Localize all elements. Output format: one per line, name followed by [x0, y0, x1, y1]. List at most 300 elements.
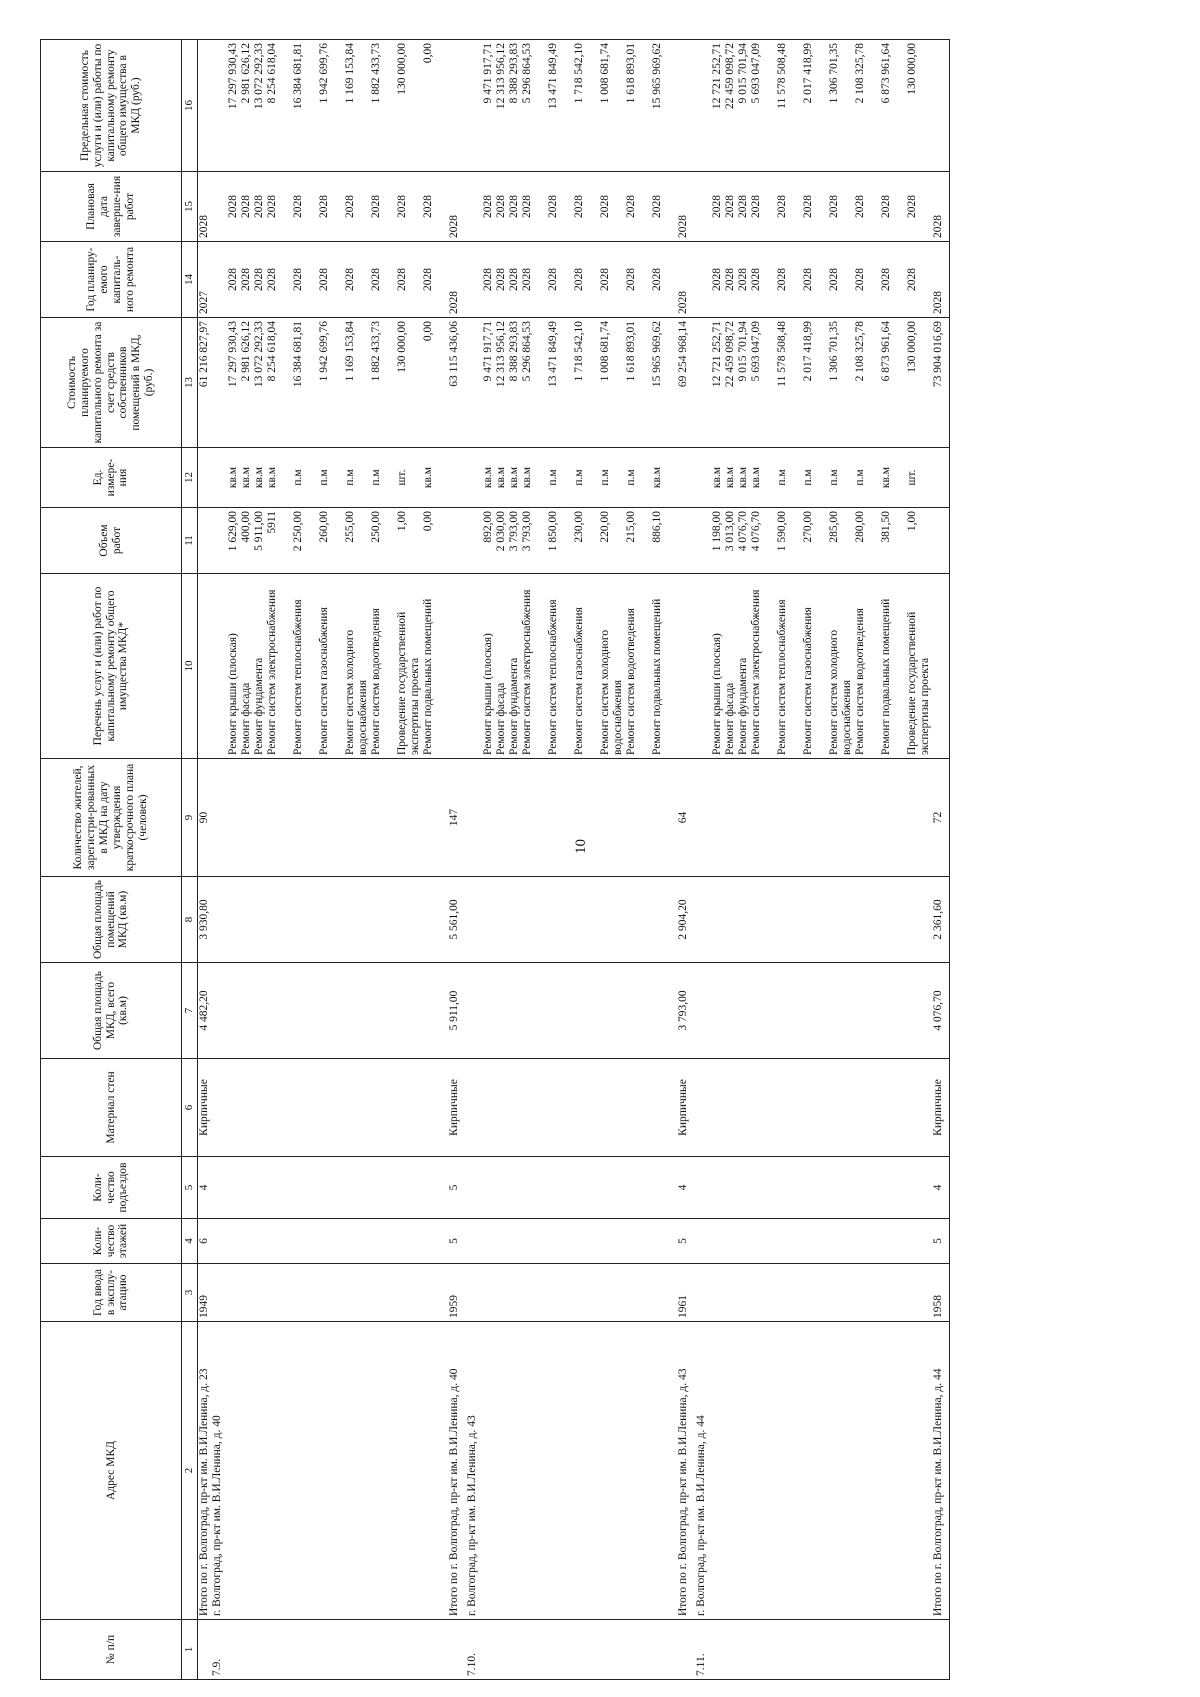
empty-cell	[466, 1059, 677, 1157]
work-volume: 270,00	[801, 511, 814, 543]
column-header: Количество жителей, зарегистри-рованных в МКД на дату утверждения краткосрочного плана (человек)	[41, 759, 182, 877]
work-end-column	[695, 172, 932, 242]
work-cost: 9 471 917,71	[481, 321, 494, 382]
residents: 147	[448, 759, 466, 877]
work-end: 2028	[546, 195, 559, 218]
empty-cell	[695, 877, 932, 963]
work-end: 2028	[291, 195, 304, 218]
column-header: Общая площадь помещений МКД (кв.м)	[41, 877, 182, 963]
work-cost: 11 578 508,48	[775, 321, 788, 387]
work-limit: 15 965 969,62	[650, 43, 663, 110]
work-unit: кв.м	[481, 466, 494, 489]
year-built: 1949	[198, 1264, 211, 1322]
work-year: 2028	[226, 268, 239, 291]
year-built: 1958	[932, 1264, 950, 1322]
entrances: 4	[932, 1157, 950, 1219]
row-number	[677, 1620, 695, 1680]
unit-empty	[932, 448, 950, 508]
work-volume-column	[211, 508, 448, 574]
work-cost: 22 459 098,72	[723, 321, 736, 388]
work-end: 2028	[226, 195, 239, 218]
unit-empty	[448, 448, 466, 508]
work-unit: кв.м	[507, 466, 520, 489]
total-cost: 63 115 436,06	[448, 318, 466, 448]
total-cost: 61 216 827,97	[198, 318, 211, 448]
work-year: 2028	[265, 268, 278, 291]
work-year: 2028	[827, 268, 840, 291]
volume-empty	[677, 508, 695, 574]
work-year: 2028	[572, 268, 585, 291]
work-cost: 130 000,00	[905, 321, 918, 373]
work-year: 2028	[317, 268, 330, 291]
total-cost: 69 254 968,14	[677, 318, 695, 448]
house-row	[211, 40, 448, 1680]
work-limit: 11 578 508,48	[775, 43, 788, 109]
row-number	[198, 1620, 211, 1680]
work-unit: п.м	[801, 469, 814, 486]
total-address: Итого по г. Волгоград, пр-кт им. В.И.Ленина, д. 43	[677, 1322, 695, 1620]
work-limit: 1 718 542,10	[572, 43, 585, 104]
column-index-row	[182, 40, 198, 1680]
work-end: 2028	[481, 195, 494, 218]
work-volume: 260,00	[317, 511, 330, 543]
work-volume: 886,10	[650, 511, 663, 543]
work-volume: 1 198,00	[710, 511, 723, 552]
work-end: 2028	[853, 195, 866, 218]
work-volume: 1 590,00	[775, 511, 788, 552]
house-number: 7.9.	[211, 1620, 448, 1680]
work-end: 2028	[369, 195, 382, 218]
work-cost: 5 693 047,09	[749, 321, 762, 382]
work-name: Ремонт систем теплоснабжения	[775, 599, 788, 755]
work-name: Ремонт систем холодного водоснабжения	[598, 629, 624, 755]
work-name: Ремонт систем электроснабжения	[520, 589, 533, 755]
work-unit: кв.м	[265, 466, 278, 489]
end-year: 2028	[448, 172, 466, 242]
work-limit: 1 306 701,35	[827, 43, 840, 104]
work-year: 2028	[481, 268, 494, 291]
work-end: 2028	[879, 195, 892, 218]
work-unit: кв.м	[736, 466, 749, 489]
work-cost: 1 008 681,74	[598, 321, 611, 382]
empty-cell	[695, 1219, 932, 1264]
floors: 6	[198, 1219, 211, 1264]
work-name: Ремонт фундамента	[252, 657, 265, 755]
empty-cell	[466, 963, 677, 1059]
work-unit: шт.	[395, 469, 408, 486]
plan-year: 2028	[932, 242, 950, 318]
work-year: 2028	[905, 268, 918, 291]
total-row	[677, 40, 695, 1680]
work-limit: 12 721 252,71	[710, 43, 723, 110]
work-limit: 12 313 956,12	[494, 43, 507, 110]
work-cost: 1 882 433,73	[369, 321, 382, 382]
work-limit: 1 008 681,74	[598, 43, 611, 104]
work-unit: п.м	[317, 469, 330, 486]
residents: 90	[198, 759, 211, 877]
work-year: 2028	[343, 268, 356, 291]
work-name: Ремонт подвальных помещений	[650, 598, 663, 755]
empty-cell	[695, 1157, 932, 1219]
work-year: 2028	[291, 268, 304, 291]
work-end: 2028	[905, 195, 918, 218]
work-volume: 230,00	[572, 511, 585, 543]
area-premises: 2 904,20	[677, 877, 695, 963]
work-unit: кв.м	[879, 466, 892, 489]
limit-empty	[932, 40, 950, 172]
work-limit: 2 981 626,12	[239, 43, 252, 104]
house-address: г. Волгоград, пр-кт им. В.И.Ленина, д. 44	[695, 1322, 932, 1620]
work-unit: п.м	[369, 469, 382, 486]
work-volume-column	[466, 508, 677, 574]
work-unit: п.м	[827, 469, 840, 486]
empty-cell	[695, 963, 932, 1059]
limit-empty	[198, 40, 211, 172]
house-address: г. Волгоград, пр-кт им. В.И.Ленина, д. 40	[211, 1322, 448, 1620]
work-name: Проведение государственной экспертизы проекта	[395, 611, 421, 755]
area-total: 4 076,70	[932, 963, 950, 1059]
house-row	[695, 40, 932, 1680]
entrances: 4	[198, 1157, 211, 1219]
work-limit: 5 296 864,53	[520, 43, 533, 104]
column-header: Объем работ	[41, 508, 182, 574]
work-name: Ремонт фундамента	[736, 657, 749, 755]
work-limit: 8 254 618,04	[265, 43, 278, 104]
work-year: 2028	[598, 268, 611, 291]
work-unit: кв.м	[723, 466, 736, 489]
work-volume: 4 076,70	[736, 511, 749, 552]
work-name: Ремонт систем газоснабжения	[572, 607, 585, 755]
work-year: 2028	[252, 268, 265, 291]
work-end: 2028	[252, 195, 265, 218]
house-address: г. Волгоград, пр-кт им. В.И.Ленина, д. 43	[466, 1322, 677, 1620]
work-limit: 22 459 098,72	[723, 43, 736, 110]
work-year: 2028	[421, 268, 434, 291]
floors: 5	[932, 1219, 950, 1264]
work-name: Ремонт систем газоснабжения	[801, 607, 814, 755]
empty-cell	[211, 963, 448, 1059]
limit-empty	[448, 40, 466, 172]
column-number: 7	[182, 963, 198, 1059]
work-name: Ремонт систем холодного водоснабжения	[827, 629, 853, 755]
work-name: Ремонт крыши (плоская)	[226, 633, 239, 755]
work-limit: 2 108 325,78	[853, 43, 866, 104]
volume-empty	[198, 508, 211, 574]
wall-material: Кирпичные	[932, 1059, 950, 1157]
work-unit: п.м	[343, 469, 356, 486]
work-name: Ремонт систем теплоснабжения	[291, 599, 304, 755]
work-cost: 16 384 681,81	[291, 321, 304, 388]
wall-material: Кирпичные	[448, 1059, 466, 1157]
work-volume: 4 076,70	[749, 511, 762, 552]
work-year: 2028	[710, 268, 723, 291]
work-year-column	[695, 242, 932, 318]
work-volume: 3 793,00	[520, 511, 533, 552]
work-limit: 9 471 917,71	[481, 43, 494, 104]
work-unit: кв.м	[749, 466, 762, 489]
column-number: 14	[182, 242, 198, 318]
work-end: 2028	[343, 195, 356, 218]
work-cost: 12 313 956,12	[494, 321, 507, 388]
work-cost-column	[695, 318, 932, 448]
area-total: 3 793,00	[677, 963, 695, 1059]
work-limit: 2 017 418,99	[801, 43, 814, 104]
work-unit-column	[211, 448, 448, 508]
work-cost-column	[466, 318, 677, 448]
unit-empty	[677, 448, 695, 508]
work-volume: 220,00	[598, 511, 611, 543]
work-year: 2028	[853, 268, 866, 291]
work-unit: п.м	[853, 469, 866, 486]
work-volume: 1 850,00	[546, 511, 559, 552]
total-address: Итого по г. Волгоград, пр-кт им. В.И.Ленина, д. 40	[448, 1322, 466, 1620]
work-limit: 16 384 681,81	[291, 43, 304, 110]
work-limit: 0,00	[421, 43, 434, 64]
work-name: Ремонт подвальных помещений	[421, 598, 434, 755]
works-empty	[198, 574, 211, 759]
work-volume: 0,00	[421, 511, 434, 532]
work-name: Проведение государственной экспертизы проекта	[905, 611, 931, 755]
total-cost: 73 904 016,69	[932, 318, 950, 448]
work-name-column	[466, 574, 677, 759]
work-limit: 17 297 930,43	[226, 43, 239, 110]
column-header: Перечень услуг и (или) работ по капитальному ремонту общего имущества МКД*	[41, 574, 182, 759]
work-unit: п.м	[291, 469, 304, 486]
column-header: № п/п	[41, 1620, 182, 1680]
work-limit-column	[466, 40, 677, 172]
row-number	[932, 1620, 950, 1680]
column-number: 9	[182, 759, 198, 877]
works-empty	[448, 574, 466, 759]
work-name: Ремонт систем водоотведения	[624, 608, 637, 755]
residents: 72	[932, 759, 950, 877]
column-header: Год ввода в эксплу-атацию	[41, 1264, 182, 1322]
work-limit-column	[211, 40, 448, 172]
work-limit: 130 000,00	[395, 43, 408, 95]
row-number	[448, 1620, 466, 1680]
work-name: Ремонт систем теплоснабжения	[546, 599, 559, 755]
work-end: 2028	[749, 195, 762, 218]
work-end: 2028	[624, 195, 637, 218]
work-unit: кв.м	[650, 466, 663, 489]
work-name: Ремонт систем электроснабжения	[265, 589, 278, 755]
plan-year: 2027	[198, 242, 211, 318]
empty-cell	[211, 1264, 448, 1322]
work-volume: 1 629,00	[226, 511, 239, 552]
work-cost: 1 718 542,10	[572, 321, 585, 382]
work-volume: 255,00	[343, 511, 356, 543]
work-name: Ремонт фасада	[494, 682, 507, 755]
volume-empty	[932, 508, 950, 574]
work-unit: кв.м	[239, 466, 252, 489]
work-cost: 2 017 418,99	[801, 321, 814, 382]
work-year: 2028	[879, 268, 892, 291]
works-empty	[932, 574, 950, 759]
work-year: 2028	[520, 268, 533, 291]
work-cost: 15 965 969,62	[650, 321, 663, 388]
work-unit: п.м	[775, 469, 788, 486]
work-unit: шт.	[905, 469, 918, 486]
work-cost: 2 108 325,78	[853, 321, 866, 382]
work-cost: 130 000,00	[395, 321, 408, 373]
work-name-column	[211, 574, 448, 759]
work-year: 2028	[546, 268, 559, 291]
empty-cell	[211, 759, 448, 877]
floors: 5	[448, 1219, 466, 1264]
work-limit: 130 000,00	[905, 43, 918, 95]
work-year: 2028	[494, 268, 507, 291]
work-end: 2028	[520, 195, 533, 218]
volume-empty	[448, 508, 466, 574]
work-name: Ремонт систем водоотведения	[369, 608, 382, 755]
work-volume: 400,00	[239, 511, 252, 543]
work-year: 2028	[723, 268, 736, 291]
column-number: 10	[182, 574, 198, 759]
work-year: 2028	[749, 268, 762, 291]
work-year: 2028	[801, 268, 814, 291]
empty-cell	[211, 1157, 448, 1219]
work-volume: 892,00	[481, 511, 494, 543]
empty-cell	[466, 1264, 677, 1322]
column-number: 16	[182, 40, 198, 172]
unit-empty	[198, 448, 211, 508]
column-number: 3	[182, 1264, 198, 1322]
work-end: 2028	[239, 195, 252, 218]
work-unit: п.м	[598, 469, 611, 486]
work-cost: 17 297 930,43	[226, 321, 239, 388]
house-number: 7.11.	[695, 1620, 932, 1680]
work-cost: 2 981 626,12	[239, 321, 252, 382]
column-header: Год планиру-емого капиталь-ного ремонта	[41, 242, 182, 318]
work-limit: 1 169 153,84	[343, 43, 356, 104]
column-header: Общая площадь МКД, всего (кв.м)	[41, 963, 182, 1059]
area-total: 5 911,00	[448, 963, 466, 1059]
work-year: 2028	[507, 268, 520, 291]
column-number: 2	[182, 1322, 198, 1620]
work-name: Ремонт систем холодного водоснабжения	[343, 629, 369, 755]
work-end: 2028	[598, 195, 611, 218]
work-year-column	[466, 242, 677, 318]
column-number: 5	[182, 1157, 198, 1219]
work-limit: 1 942 699,76	[317, 43, 330, 104]
work-cost: 0,00	[421, 321, 434, 342]
work-limit: 8 388 293,83	[507, 43, 520, 104]
work-year: 2028	[736, 268, 749, 291]
work-year: 2028	[624, 268, 637, 291]
work-volume: 1,00	[905, 511, 918, 532]
wall-material: Кирпичные	[198, 1059, 211, 1157]
end-year: 2028	[932, 172, 950, 242]
area-total: 4 482,20	[198, 963, 211, 1059]
column-number: 1	[182, 1620, 198, 1680]
work-unit-column	[695, 448, 932, 508]
work-unit: кв.м	[252, 466, 265, 489]
work-cost: 1 169 153,84	[343, 321, 356, 382]
area-premises: 5 561,00	[448, 877, 466, 963]
year-built: 1959	[448, 1264, 466, 1322]
empty-cell	[466, 759, 677, 877]
work-volume: 2 250,00	[291, 511, 304, 552]
work-limit: 5 693 047,09	[749, 43, 762, 104]
work-cost-column	[211, 318, 448, 448]
work-volume: 250,00	[369, 511, 382, 543]
work-cost: 8 388 293,83	[507, 321, 520, 382]
floors: 5	[677, 1219, 695, 1264]
work-cost: 1 942 699,76	[317, 321, 330, 382]
work-unit: п.м	[572, 469, 585, 486]
column-number: 11	[182, 508, 198, 574]
work-cost: 13 471 849,49	[546, 321, 559, 388]
year-built: 1961	[677, 1264, 695, 1322]
work-unit: кв.м	[494, 466, 507, 489]
work-limit: 1 882 433,73	[369, 43, 382, 104]
work-year: 2028	[395, 268, 408, 291]
work-name: Ремонт крыши (плоская)	[710, 633, 723, 755]
work-name: Ремонт систем водоотведения	[853, 608, 866, 755]
column-number: 13	[182, 318, 198, 448]
work-end-column	[211, 172, 448, 242]
work-end: 2028	[494, 195, 507, 218]
work-end: 2028	[650, 195, 663, 218]
work-end: 2028	[395, 195, 408, 218]
column-number: 4	[182, 1219, 198, 1264]
work-volume: 280,00	[853, 511, 866, 543]
work-end: 2028	[723, 195, 736, 218]
work-year: 2028	[239, 268, 252, 291]
work-cost: 1 618 893,01	[624, 321, 637, 382]
end-year: 2028	[677, 172, 695, 242]
column-header: Стоимость планируемого капитального ремонта за счет средств собственников помещений в МКД, (руб.)	[41, 318, 182, 448]
empty-cell	[211, 1059, 448, 1157]
work-volume: 3 793,00	[507, 511, 520, 552]
table-body	[198, 40, 950, 1680]
column-number: 12	[182, 448, 198, 508]
total-address: Итого по г. Волгоград, пр-кт им. В.И.Ленина, д. 44	[932, 1322, 950, 1620]
work-unit: кв.м	[226, 466, 239, 489]
column-header: Предельная стоимость услуги и (или) работы по капитальному ремонту общего имущества в МКД (руб.)	[41, 40, 182, 172]
work-unit: кв.м	[710, 466, 723, 489]
plan-year: 2028	[677, 242, 695, 318]
total-row	[448, 40, 466, 1680]
work-end: 2028	[827, 195, 840, 218]
work-end: 2028	[572, 195, 585, 218]
work-year: 2028	[650, 268, 663, 291]
work-volume: 5911	[265, 511, 278, 534]
column-header: Материал стен	[41, 1059, 182, 1157]
work-name: Ремонт крыши (плоская)	[481, 633, 494, 755]
column-header: Коли-чество подъездов	[41, 1157, 182, 1219]
column-number: 15	[182, 172, 198, 242]
work-end: 2028	[710, 195, 723, 218]
column-header: Плановая дата заверше-ния работ	[41, 172, 182, 242]
work-limit: 13 471 849,49	[546, 43, 559, 110]
empty-cell	[211, 1219, 448, 1264]
house-number: 7.10.	[466, 1620, 677, 1680]
total-row	[932, 40, 950, 1680]
empty-cell	[695, 759, 932, 877]
work-unit: п.м	[546, 469, 559, 486]
work-year: 2028	[775, 268, 788, 291]
work-year-column	[211, 242, 448, 318]
work-name: Ремонт систем электроснабжения	[749, 589, 762, 755]
work-limit: 1 618 893,01	[624, 43, 637, 104]
work-volume: 1,00	[395, 511, 408, 532]
total-row	[198, 40, 211, 1680]
work-cost: 5 296 864,53	[520, 321, 533, 382]
work-end: 2028	[507, 195, 520, 218]
work-year: 2028	[369, 268, 382, 291]
empty-cell	[466, 1157, 677, 1219]
